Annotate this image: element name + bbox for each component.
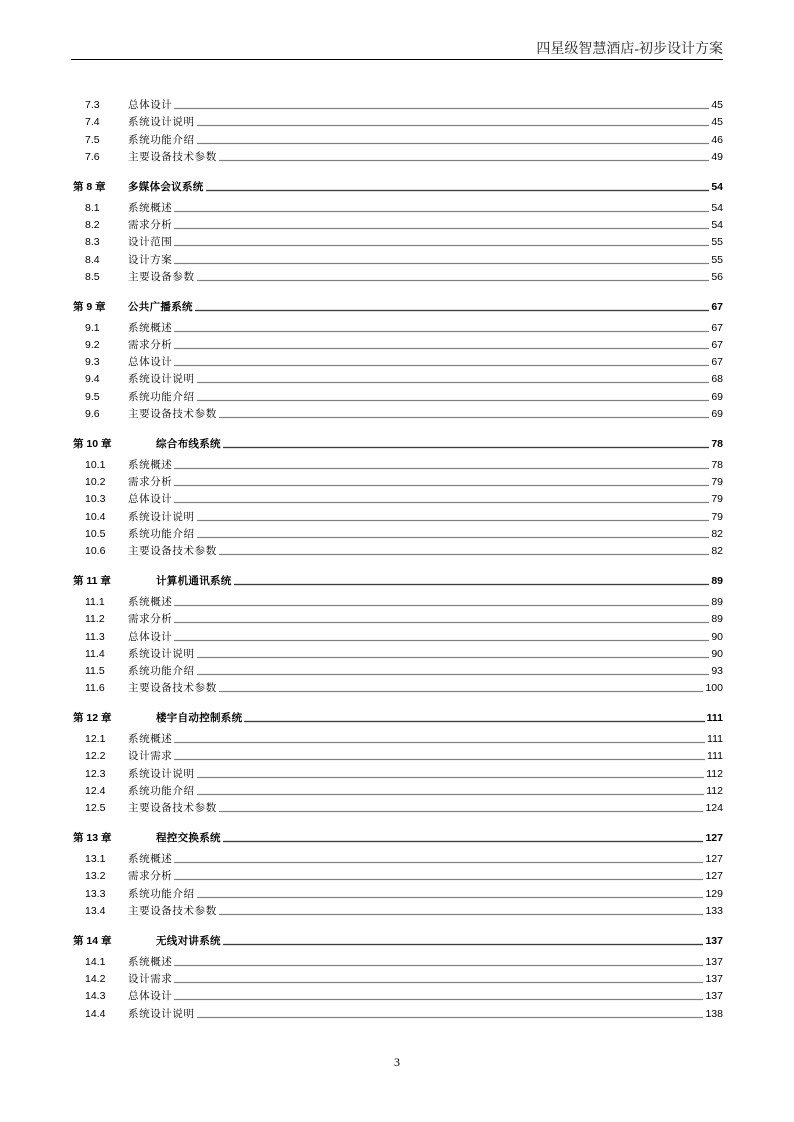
toc-dot-leader: [197, 673, 710, 676]
toc-entry-title: 系统概述: [128, 459, 173, 471]
toc-entry-page: 54: [711, 201, 723, 214]
toc-chapter-entry[interactable]: [71, 293, 723, 314]
toc-chapter-group: [71, 567, 723, 695]
toc-chapter-entry[interactable]: [71, 824, 723, 845]
toc-section-entry[interactable]: [71, 386, 723, 403]
table-of-contents: [71, 95, 723, 1030]
toc-entry-title: 系统设计说明: [128, 1007, 195, 1020]
toc-section-entry[interactable]: [71, 455, 723, 472]
toc-entry-number: 14.4: [85, 1007, 106, 1020]
toc-section-entry[interactable]: [71, 198, 723, 215]
toc-entry-title: 设计需求: [128, 750, 173, 763]
toc-dot-leader: [174, 330, 709, 333]
toc-chapter-entry[interactable]: [71, 430, 723, 451]
toc-entry-page: 55: [711, 253, 723, 266]
toc-dot-leader: [219, 159, 710, 162]
toc-dot-leader: [223, 840, 704, 843]
toc-dot-leader: [174, 758, 705, 761]
toc-section-entry[interactable]: [71, 232, 723, 249]
toc-entry-number: 12.5: [85, 802, 106, 814]
toc-entry-title: 系统概述: [128, 596, 173, 609]
toc-entry-page: 127: [705, 870, 723, 883]
toc-section-entry[interactable]: [71, 952, 723, 969]
toc-entry-page: 138: [705, 1007, 723, 1020]
toc-entry-page: 78: [711, 459, 723, 471]
toc-entry-number: 14.3: [85, 990, 106, 1003]
toc-chapter-group: [71, 430, 723, 558]
toc-dot-leader: [174, 861, 703, 864]
toc-entry-page: 90: [711, 630, 723, 643]
toc-section-entry[interactable]: [71, 129, 723, 146]
toc-entry-title: 系统功能介绍: [128, 784, 195, 797]
toc-section-entry[interactable]: [71, 592, 723, 609]
toc-entry-title: 程控交换系统: [156, 832, 221, 844]
toc-entry-page: 67: [711, 300, 723, 313]
header-title: 四星级智慧酒店-初步设计方案: [536, 42, 723, 57]
toc-dot-leader: [174, 501, 709, 504]
toc-section-entry[interactable]: [71, 678, 723, 695]
toc-dot-leader: [219, 690, 704, 693]
toc-entry-title: 主要设备参数: [128, 270, 195, 283]
toc-entry-page: 133: [705, 904, 723, 917]
toc-dot-leader: [197, 279, 710, 282]
toc-entry-page: 137: [705, 955, 723, 968]
toc-dot-leader: [174, 467, 709, 470]
toc-dot-leader: [174, 604, 709, 607]
toc-entry-page: 55: [711, 236, 723, 249]
toc-entry-page: 89: [711, 596, 723, 609]
toc-entry-number: 第 9 章: [73, 300, 106, 313]
toc-dot-leader: [197, 896, 704, 899]
toc-section-entry[interactable]: [71, 541, 723, 558]
toc-entry-title: 系统设计说明: [128, 116, 195, 129]
toc-entry-number: 12.4: [85, 784, 106, 797]
toc-section-entry[interactable]: [71, 112, 723, 129]
toc-section-entry[interactable]: [71, 1003, 723, 1020]
toc-entry-title: 公共广播系统: [128, 300, 193, 313]
toc-dot-leader: [197, 381, 710, 384]
toc-entry-number: 10.3: [85, 493, 106, 506]
toc-dot-leader: [206, 189, 710, 192]
toc-entry-page: 127: [705, 832, 723, 844]
toc-dot-leader: [174, 878, 703, 881]
toc-entry-number: 9.2: [85, 339, 100, 352]
toc-entry-page: 82: [711, 544, 723, 557]
toc-dot-leader: [219, 810, 704, 813]
toc-entry-page: 67: [711, 339, 723, 352]
toc-section-entry[interactable]: [71, 318, 723, 335]
toc-chapter-group: [71, 927, 723, 1021]
toc-entry-title: 系统功能介绍: [128, 887, 195, 900]
toc-section-entry[interactable]: [71, 849, 723, 866]
toc-section-entry[interactable]: [71, 472, 723, 489]
toc-dot-leader: [174, 621, 709, 624]
toc-entry-title: 总体设计: [128, 990, 173, 1003]
toc-section-entry[interactable]: [71, 335, 723, 352]
toc-dot-leader: [174, 227, 709, 230]
toc-entry-number: 10.5: [85, 527, 106, 540]
toc-entry-page: 90: [711, 647, 723, 660]
toc-dot-leader: [197, 776, 705, 779]
toc-entry-page: 111: [706, 712, 723, 725]
toc-entry-title: 系统设计说明: [128, 510, 195, 523]
toc-section-entry[interactable]: [71, 781, 723, 798]
toc-dot-leader: [174, 484, 709, 487]
toc-dot-leader: [197, 399, 710, 402]
toc-entry-page: 54: [711, 180, 723, 193]
toc-dot-leader: [174, 347, 709, 350]
toc-entry-title: 楼宇自动控制系统: [156, 712, 243, 725]
toc-entry-number: 7.3: [85, 99, 100, 112]
toc-entry-title: 计算机通讯系统: [156, 574, 232, 587]
toc-entry-page: 45: [711, 116, 723, 129]
toc-entry-number: 第 8 章: [73, 180, 106, 193]
toc-entry-number: 12.2: [85, 750, 106, 763]
toc-dot-leader: [197, 519, 710, 522]
toc-chapter-group: [71, 704, 723, 815]
toc-entry-title: 综合布线系统: [156, 437, 221, 450]
toc-entry-title: 主要设备技术参数: [128, 904, 217, 917]
toc-dot-leader: [195, 309, 710, 312]
toc-dot-leader: [174, 741, 705, 744]
toc-entry-number: 13.4: [85, 904, 106, 917]
toc-section-entry[interactable]: [71, 369, 723, 386]
toc-entry-number: 8.4: [85, 253, 100, 266]
toc-entry-number: 12.3: [85, 767, 106, 780]
toc-entry-number: 7.5: [85, 133, 100, 146]
toc-dot-leader: [174, 210, 709, 213]
toc-entry-number: 8.1: [85, 201, 100, 214]
toc-entry-number: 第 10 章: [73, 437, 112, 450]
toc-entry-number: 9.5: [85, 390, 100, 403]
toc-entry-title: 设计方案: [128, 253, 173, 266]
toc-section-entry[interactable]: [71, 626, 723, 643]
toc-entry-page: 79: [711, 493, 723, 506]
toc-entry-title: 需求分析: [128, 870, 173, 883]
page-number: 3: [394, 1055, 400, 1069]
toc-section-entry[interactable]: [71, 883, 723, 900]
toc-entry-title: 设计需求: [128, 973, 173, 986]
toc-entry-page: 137: [705, 973, 723, 986]
toc-dot-leader: [223, 446, 710, 449]
toc-dot-leader: [174, 244, 709, 247]
toc-entry-title: 总体设计: [128, 630, 173, 643]
toc-entry-title: 系统功能介绍: [128, 527, 195, 540]
toc-entry-page: 68: [711, 373, 723, 386]
toc-entry-title: 系统概述: [128, 733, 173, 746]
toc-dot-leader: [174, 364, 709, 367]
toc-entry-page: 129: [705, 887, 723, 900]
toc-dot-leader: [223, 943, 704, 946]
toc-dot-leader: [174, 964, 703, 967]
toc-section-entry[interactable]: [71, 746, 723, 763]
toc-dot-leader: [174, 262, 709, 265]
toc-entry-title: 主要设备技术参数: [128, 682, 217, 695]
toc-entry-title: 主要设备技术参数: [128, 802, 217, 814]
toc-entry-title: 总体设计: [128, 493, 173, 506]
toc-chapter-entry[interactable]: [71, 567, 723, 588]
toc-entry-title: 总体设计: [128, 356, 173, 369]
toc-section-entry[interactable]: [71, 249, 723, 266]
toc-entry-page: 67: [711, 321, 723, 334]
toc-entry-title: 系统概述: [128, 853, 173, 866]
toc-entry-page: 100: [705, 682, 723, 695]
toc-section-entry[interactable]: [71, 352, 723, 369]
toc-section-entry[interactable]: [71, 489, 723, 506]
toc-entry-title: 需求分析: [128, 613, 173, 626]
toc-section-entry[interactable]: [71, 729, 723, 746]
toc-section-entry[interactable]: [71, 798, 723, 815]
toc-dot-leader: [197, 536, 710, 539]
toc-entry-title: 主要设备技术参数: [128, 544, 217, 557]
toc-section-entry[interactable]: [71, 986, 723, 1003]
toc-entry-number: 第 11 章: [73, 574, 111, 587]
toc-entry-number: 11.2: [85, 613, 105, 626]
toc-dot-leader: [197, 656, 710, 659]
toc-entry-number: 11.5: [85, 664, 105, 677]
toc-entry-title: 系统设计说明: [128, 647, 195, 660]
toc-dot-leader: [174, 998, 703, 1001]
toc-entry-page: 78: [711, 437, 723, 450]
toc-entry-page: 89: [711, 574, 723, 587]
toc-entry-number: 11.4: [85, 647, 105, 660]
toc-entry-title: 系统功能介绍: [128, 133, 195, 146]
toc-dot-leader: [174, 639, 709, 642]
toc-entry-title: 系统功能介绍: [128, 664, 195, 677]
toc-entry-title: 系统设计说明: [128, 767, 195, 780]
toc-section-entry[interactable]: [71, 901, 723, 918]
toc-section-entry[interactable]: [71, 95, 723, 112]
toc-chapter-group: [71, 824, 723, 918]
toc-chapter-group: [71, 173, 723, 284]
toc-entry-page: 54: [711, 219, 723, 232]
toc-section-entry[interactable]: [71, 404, 723, 421]
toc-entry-title: 需求分析: [128, 219, 173, 232]
toc-section-entry[interactable]: [71, 866, 723, 883]
toc-entry-page: 111: [707, 750, 723, 763]
toc-entry-number: 第 13 章: [73, 832, 112, 844]
toc-entry-page: 137: [705, 990, 723, 1003]
toc-entry-number: 10.2: [85, 476, 106, 489]
toc-entry-page: 46: [711, 133, 723, 146]
toc-entry-page: 112: [706, 767, 723, 780]
toc-section-entry[interactable]: [71, 524, 723, 541]
toc-entry-title: 系统概述: [128, 321, 173, 334]
toc-section-entry[interactable]: [71, 506, 723, 523]
toc-entry-page: 56: [711, 270, 723, 283]
toc-entry-title: 需求分析: [128, 476, 173, 489]
toc-entry-number: 第 12 章: [73, 712, 112, 725]
toc-entry-number: 14.2: [85, 973, 106, 986]
toc-entry-number: 7.4: [85, 116, 100, 129]
toc-entry-page: 89: [711, 613, 723, 626]
toc-entry-number: 13.1: [85, 853, 106, 866]
toc-dot-leader: [219, 416, 710, 419]
toc-section-entry[interactable]: [71, 215, 723, 232]
toc-dot-leader: [174, 107, 709, 110]
toc-section-entry[interactable]: [71, 763, 723, 780]
toc-entry-page: 69: [711, 390, 723, 403]
toc-entry-number: 8.3: [85, 236, 100, 249]
toc-entry-number: 10.6: [85, 544, 106, 557]
toc-section-entry[interactable]: [71, 147, 723, 164]
toc-chapter-entry[interactable]: [71, 927, 723, 948]
toc-entry-page: 69: [711, 407, 723, 420]
toc-entry-number: 9.1: [85, 321, 100, 334]
toc-entry-number: 7.6: [85, 150, 100, 163]
toc-entry-number: 8.2: [85, 219, 100, 232]
toc-entry-title: 设计范围: [128, 236, 173, 249]
toc-entry-title: 系统设计说明: [128, 373, 195, 386]
toc-entry-page: 93: [711, 664, 723, 677]
toc-dot-leader: [234, 583, 710, 586]
toc-section-entry[interactable]: [71, 969, 723, 986]
toc-entry-page: 79: [711, 476, 723, 489]
toc-entry-number: 第 14 章: [73, 934, 112, 947]
toc-dot-leader: [197, 124, 710, 127]
toc-entry-page: 67: [711, 356, 723, 369]
toc-chapter-entry[interactable]: [71, 704, 723, 725]
toc-section-entry[interactable]: [71, 267, 723, 284]
toc-entry-number: 9.6: [85, 407, 100, 420]
toc-entry-page: 127: [705, 853, 723, 866]
toc-entry-page: 124: [705, 802, 723, 814]
toc-entry-title: 总体设计: [128, 99, 173, 112]
toc-entry-title: 无线对讲系统: [156, 934, 221, 947]
toc-entry-page: 79: [711, 510, 723, 523]
toc-dot-leader: [219, 913, 704, 916]
toc-entry-title: 主要设备技术参数: [128, 150, 217, 163]
toc-entry-number: 13.3: [85, 887, 106, 900]
toc-dot-leader: [219, 553, 710, 556]
toc-chapter-group: [71, 293, 723, 421]
toc-dot-leader: [197, 1016, 704, 1019]
toc-entry-number: 10.1: [85, 459, 106, 471]
toc-entry-number: 9.3: [85, 356, 100, 369]
toc-entry-title: 需求分析: [128, 339, 173, 352]
toc-dot-leader: [174, 981, 703, 984]
toc-entry-number: 12.1: [85, 733, 106, 746]
header-rule: [71, 59, 723, 60]
toc-section-entry[interactable]: [71, 609, 723, 626]
toc-entry-page: 49: [711, 150, 723, 163]
toc-dot-leader: [244, 720, 704, 723]
toc-chapter-entry[interactable]: [71, 173, 723, 194]
toc-entry-page: 111: [707, 733, 723, 746]
toc-entry-number: 11.3: [85, 630, 105, 643]
toc-section-entry[interactable]: [71, 644, 723, 661]
toc-entry-page: 137: [705, 934, 723, 947]
toc-section-entry[interactable]: [71, 661, 723, 678]
toc-entry-title: 多媒体会议系统: [128, 180, 204, 193]
toc-entry-number: 11.6: [85, 682, 105, 695]
toc-entry-page: 82: [711, 527, 723, 540]
toc-entry-number: 10.4: [85, 510, 106, 523]
toc-chapter-group: [71, 95, 723, 164]
toc-entry-page: 112: [706, 784, 723, 797]
toc-entry-title: 系统功能介绍: [128, 390, 195, 403]
toc-dot-leader: [197, 142, 710, 145]
toc-entry-title: 主要设备技术参数: [128, 407, 217, 420]
toc-entry-number: 11.1: [85, 596, 105, 609]
toc-entry-number: 9.4: [85, 373, 100, 386]
toc-entry-title: 系统概述: [128, 955, 173, 968]
toc-dot-leader: [197, 793, 705, 796]
toc-entry-number: 8.5: [85, 270, 100, 283]
toc-entry-page: 45: [711, 99, 723, 112]
toc-entry-number: 13.2: [85, 870, 106, 883]
toc-entry-number: 14.1: [85, 955, 106, 968]
toc-entry-title: 系统概述: [128, 201, 173, 214]
